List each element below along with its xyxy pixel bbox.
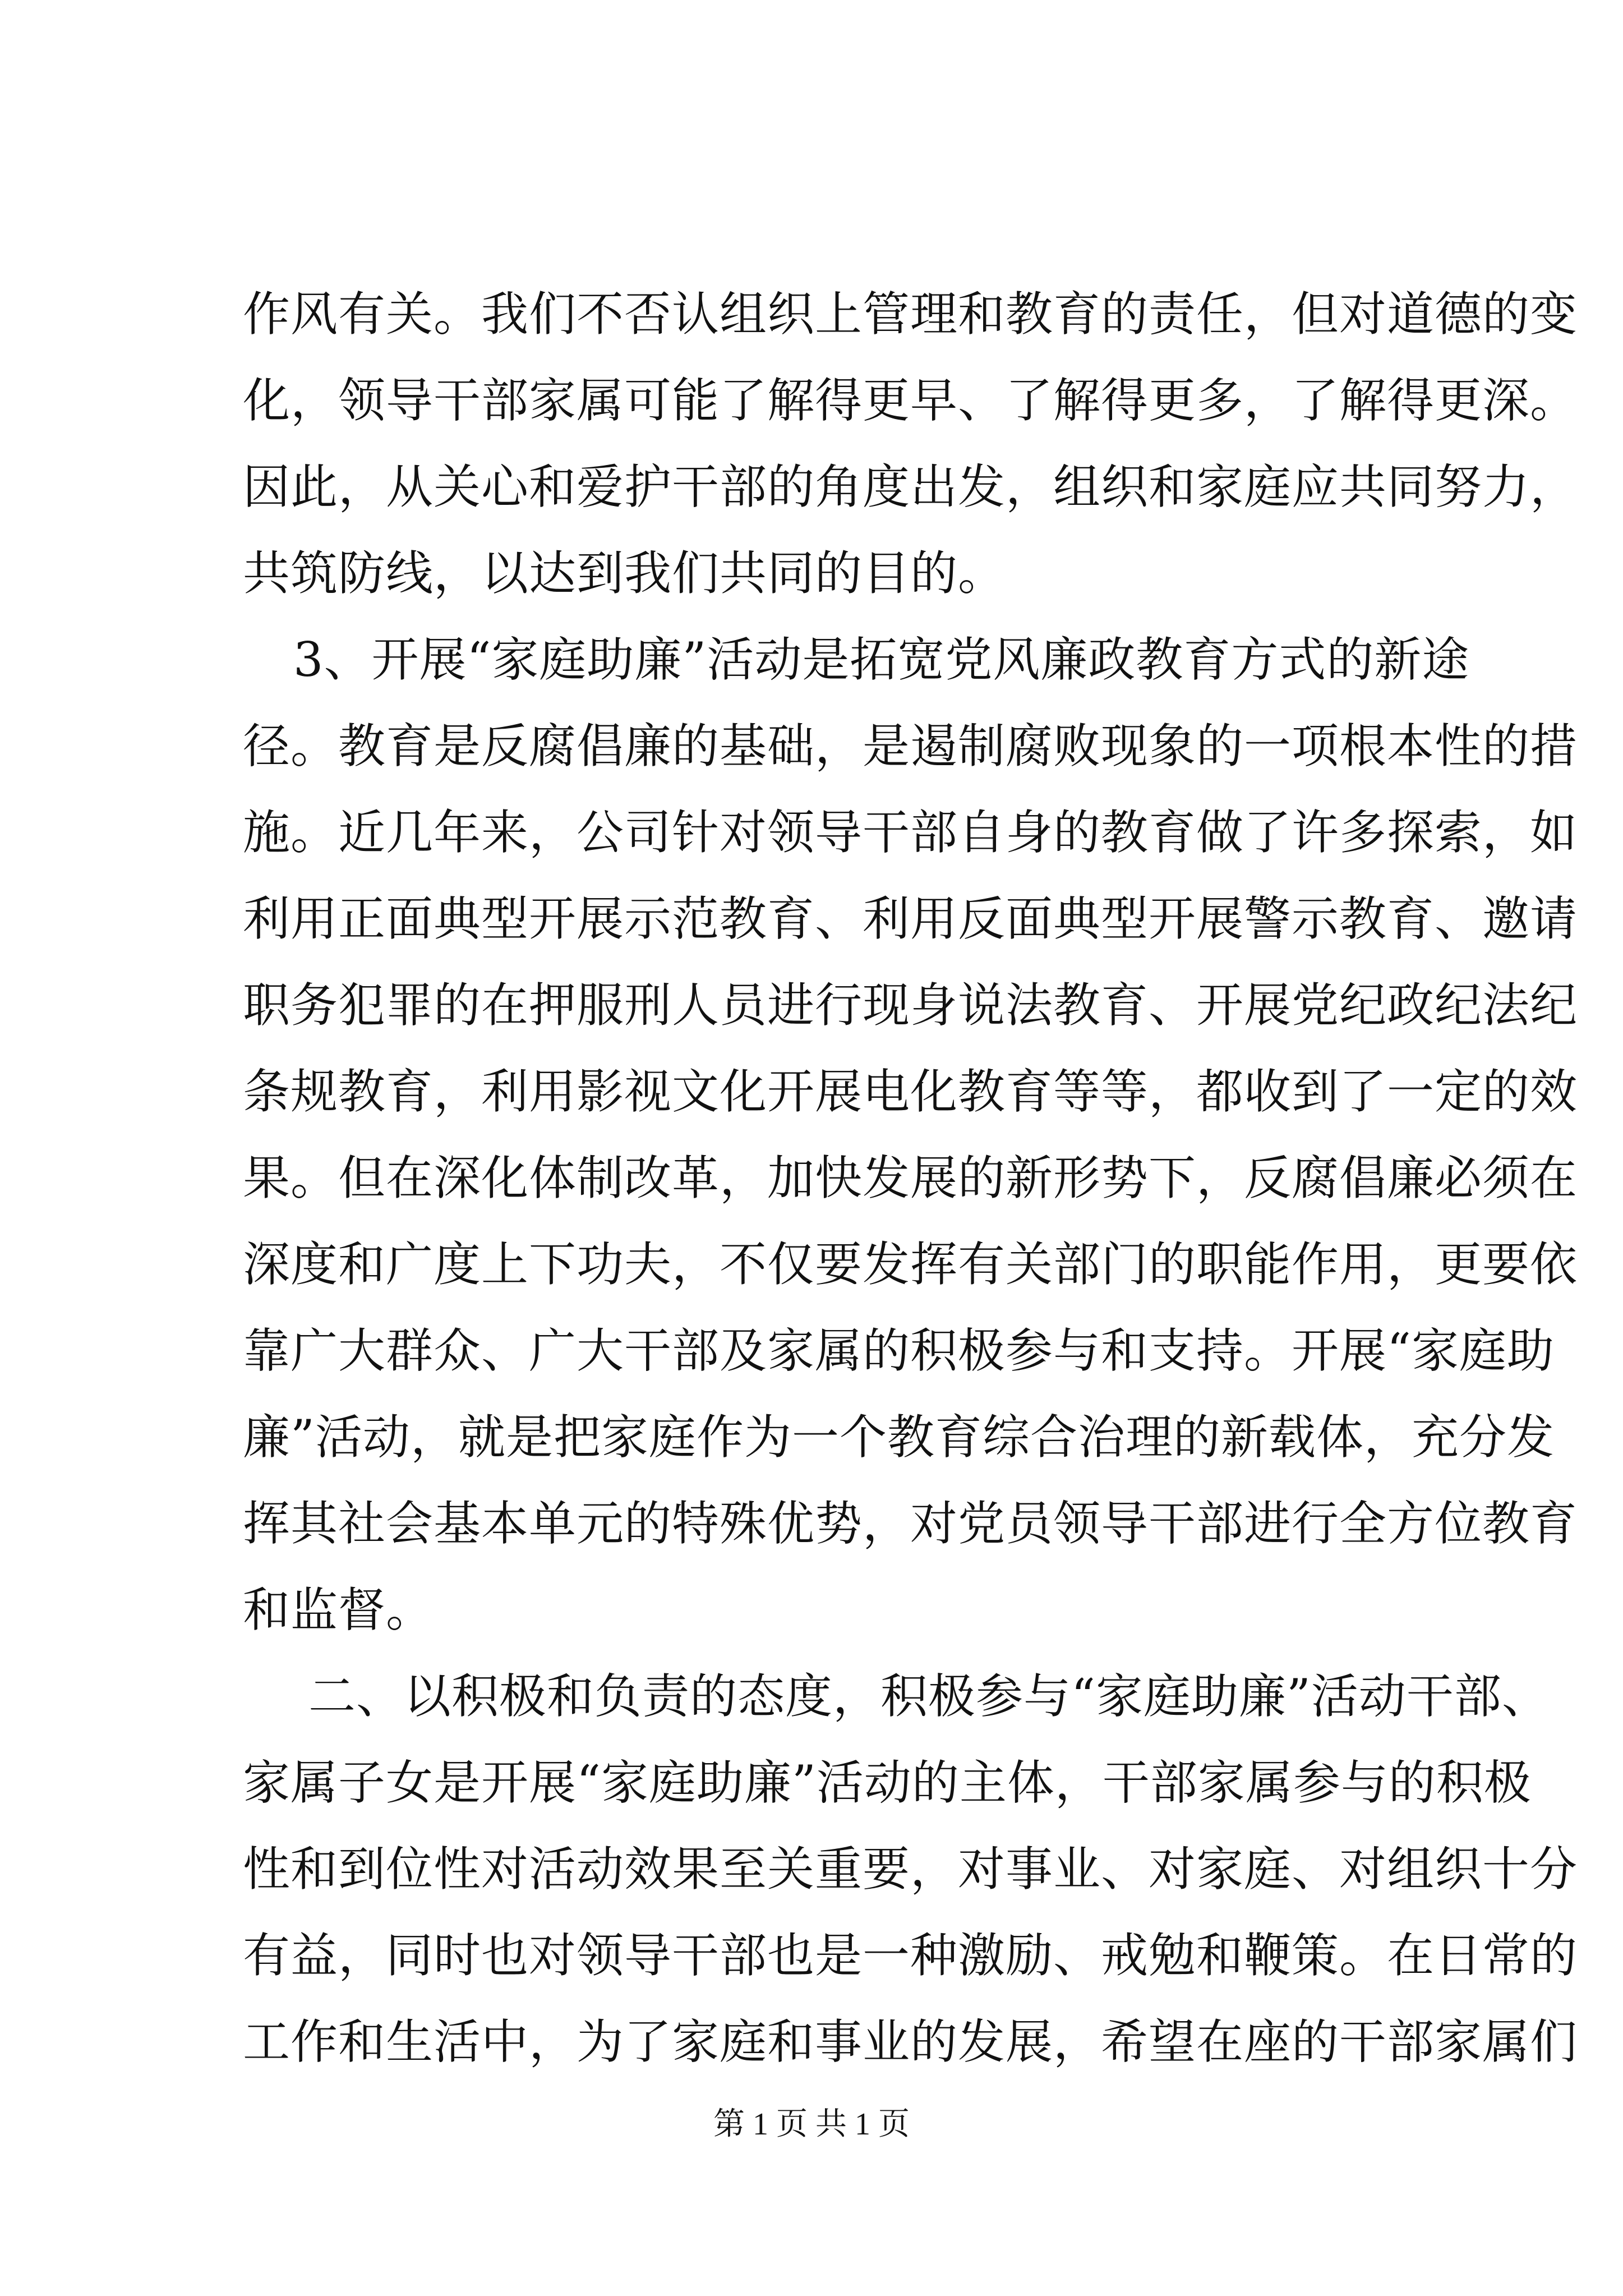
body-text-line: 家属子女是开展“家庭助廉”活动的主体，干部家属参与的积极	[243, 1755, 1532, 1810]
body-text-line: 共筑防线，以达到我们共同的目的。	[243, 546, 1006, 601]
paragraph-first-line: 3、开展“家庭助廉”活动是拓宽党风廉政教育方式的新途	[293, 632, 1470, 687]
body-text-line: 挥其社会基本单元的特殊优势，对党员领导干部进行全方位教育	[243, 1496, 1578, 1551]
body-text-line: 径。教育是反腐倡廉的基础，是遏制腐败现象的一项根本性的措	[243, 719, 1578, 774]
page-footer: 第 1 页 共 1 页	[713, 2107, 910, 2142]
paragraph-first-line: 二、以积极和负责的态度，积极参与“家庭助廉”活动干部、	[308, 1669, 1550, 1724]
body-text-line: 条规教育，利用影视文化开展电化教育等等，都收到了一定的效	[243, 1064, 1578, 1119]
body-text-line: 性和到位性对活动效果至关重要，对事业、对家庭、对组织十分	[243, 1842, 1578, 1897]
body-text-line: 廉”活动，就是把家庭作为一个教育综合治理的新载体，充分发	[243, 1410, 1555, 1465]
body-text-line: 职务犯罪的在押服刑人员进行现身说法教育、开展党纪政纪法纪	[243, 978, 1578, 1033]
body-text-line: 工作和生活中，为了家庭和事业的发展，希望在座的干部家属们	[243, 2014, 1578, 2069]
body-text-line: 化，领导干部家属可能了解得更早、了解得更多，了解得更深。	[243, 373, 1578, 428]
body-text-line: 有益，同时也对领导干部也是一种激励、戒勉和鞭策。在日常的	[243, 1928, 1578, 1983]
body-text-line: 施。近几年来，公司针对领导干部自身的教育做了许多探索，如	[243, 805, 1578, 860]
body-text-line: 和监督。	[243, 1582, 434, 1637]
body-text-line: 作风有关。我们不否认组织上管理和教育的责任，但对道德的变	[243, 287, 1578, 342]
body-text-line: 靠广大群众、广大干部及家属的积极参与和支持。开展“家庭助	[243, 1323, 1555, 1378]
body-text-line: 利用正面典型开展示范教育、利用反面典型开展警示教育、邀请	[243, 891, 1578, 946]
body-text-line: 果。但在深化体制改革，加快发展的新形势下，反腐倡廉必须在	[243, 1151, 1578, 1205]
body-text-line: 深度和广度上下功夫，不仅要发挥有关部门的职能作用，更要依	[243, 1237, 1578, 1292]
body-text-line: 因此，从关心和爱护干部的角度出发，组织和家庭应共同努力，	[243, 459, 1578, 514]
